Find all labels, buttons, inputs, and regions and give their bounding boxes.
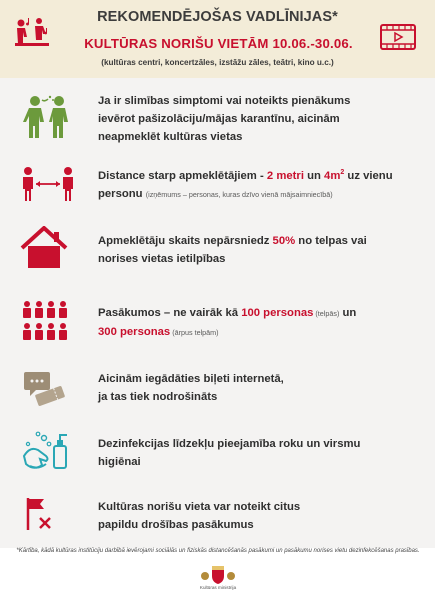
performers-icon — [12, 16, 52, 55]
event-text: Pasākumos – ne vairāk kā — [98, 307, 242, 319]
distance-icon — [20, 166, 76, 207]
guideline-disinfection — [20, 430, 420, 476]
distance-line-1 — [98, 164, 418, 185]
sick-people-icon — [20, 94, 76, 145]
per-text: uz vienu — [344, 169, 393, 182]
person-text: personu — [98, 187, 146, 200]
indoor-limit: 100 personas — [241, 307, 314, 319]
household-exception: (izņēmums – personas, kuras dzīvo vienā mājsaimniecībā) — [145, 189, 333, 199]
tickets-line-2: ja tas tiek nodrošināts — [98, 391, 218, 403]
distance-text: Distance starp apmeklētājiem - — [98, 169, 267, 182]
page-title: REKOMENDĒJOŠAS VADLĪNIJAS* — [97, 9, 338, 25]
capacity-line-1 — [98, 232, 418, 250]
tickets-line-1: Aicinām iegādāties biļeti internetā, — [98, 373, 284, 385]
guideline-distance — [20, 164, 420, 204]
guideline-symptoms — [20, 92, 420, 142]
extra-line-2: papildu drošības pasākumus — [98, 519, 254, 531]
event-size-line-1 — [98, 304, 418, 323]
outdoor-limit: 300 personas — [98, 326, 171, 338]
guideline-extra-measures — [20, 494, 420, 538]
venue-note: (kultūras centri, koncertzāles, izstāžu zāles, teātri, kino u.c.) — [101, 58, 334, 67]
guideline-tickets — [20, 366, 420, 410]
crowd-icon — [20, 300, 68, 351]
distance-value: 2 metri — [266, 169, 304, 182]
symptoms-line-2: ievērot pašizolāciju/mājas karantīnu, aicinām — [98, 113, 340, 125]
event-and: un — [339, 307, 357, 319]
distance-line-2 — [98, 185, 418, 204]
flag-icon — [20, 494, 64, 539]
capacity-percent: 50% — [272, 235, 296, 247]
handwash-icon — [20, 430, 72, 479]
capacity-text: Apmeklētāju skaits nepārsniedz — [98, 235, 273, 247]
distance-and: un — [303, 169, 325, 182]
house-icon — [20, 226, 68, 275]
symptoms-line-3: neapmeklēt kultūras vietas — [98, 131, 243, 143]
guideline-event-size — [20, 300, 420, 346]
area-value: 4m — [324, 169, 341, 182]
guideline-capacity — [20, 226, 420, 270]
event-size-line-2 — [98, 323, 418, 342]
ticket-icon — [20, 368, 68, 413]
capacity-text-end: no telpas vai — [295, 235, 367, 247]
footnote: *Kārtība, kādā kultūras institūciju darbībā ievērojami sociālās un fiziskās distancēšanās pasākumi un pasākumu norises vietu dezinfekcēšanas prasības. — [16, 548, 420, 554]
capacity-line-2: norises vietas ietilpības — [98, 253, 226, 265]
header — [0, 0, 435, 78]
disinfection-line-1: Dezinfekcijas līdzekļu pieejamība roku un virsmu — [98, 438, 361, 450]
film-play-icon — [380, 24, 416, 55]
page-subtitle: KULTŪRAS NORIŠU VIETĀM 10.06.-30.06. — [84, 36, 353, 51]
symptoms-line-1: Ja ir slimības simptomi vai noteikts pienākums — [98, 95, 351, 107]
extra-line-1: Kultūras norišu vieta var noteikt citus — [98, 501, 301, 513]
area-unit-sup: 2 — [340, 169, 345, 176]
indoor-label: (telpās) — [313, 309, 340, 318]
ministry-label: Kultūras ministrija — [199, 585, 237, 590]
disinfection-line-2: higiēnai — [98, 456, 141, 468]
outdoor-label: (ārpus telpām) — [170, 328, 219, 337]
